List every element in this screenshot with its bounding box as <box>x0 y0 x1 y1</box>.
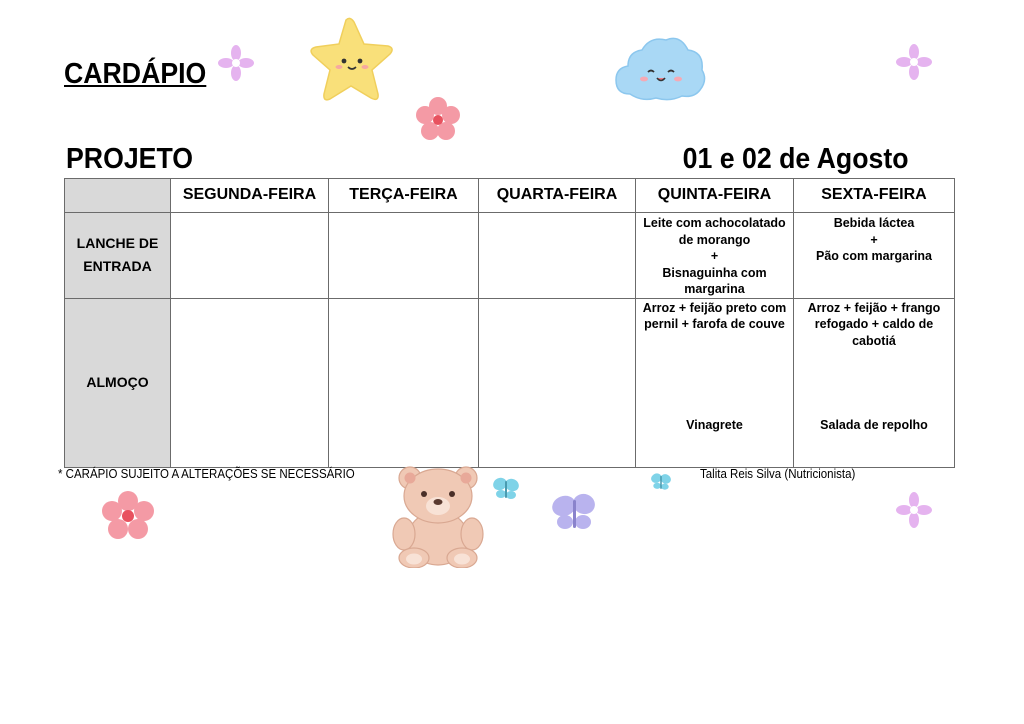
flower-icon <box>896 492 932 528</box>
menu-item-line: Bisnaguinha com <box>662 265 767 280</box>
menu-side-dish: Vinagrete <box>686 418 743 432</box>
menu-item-line: margarina <box>684 282 745 296</box>
butterfly-icon <box>492 476 520 502</box>
cloud-icon <box>612 32 708 104</box>
day-header-wednesday: QUARTA-FEIRA <box>479 179 636 213</box>
cell-almoco-thursday <box>636 298 794 467</box>
menu-item-line: + <box>870 232 878 247</box>
date-label: 01 e 02 de Agosto <box>683 143 909 175</box>
cell-lanche-thursday <box>636 213 794 299</box>
cell-almoco-monday <box>171 298 329 467</box>
table-header-row <box>65 179 955 213</box>
row-header-line: ENTRADA <box>83 258 152 275</box>
nutritionist-signature: Talita Reis Silva (Nutricionista) <box>700 467 856 481</box>
row-header-line: ALMOÇO <box>86 374 149 390</box>
row-header-almoco <box>65 298 171 467</box>
menu-side-dish: Salada de repolho <box>820 418 928 432</box>
row-header-line: LANCHE DE <box>76 235 159 252</box>
menu-item-line: + <box>710 249 719 263</box>
page-title: CARDÁPIO <box>64 58 207 90</box>
project-label: PROJETO <box>66 143 194 175</box>
day-header-friday: SEXTA-FEIRA <box>794 179 955 213</box>
menu-item-line: cabotiá <box>852 333 896 348</box>
menu-item-line: Arroz + feijão preto com <box>642 300 787 315</box>
star-icon <box>308 16 396 106</box>
butterfly-icon <box>650 472 672 492</box>
menu-item-line: de morango <box>678 232 751 247</box>
table-corner-cell <box>65 179 171 213</box>
flower-icon <box>414 96 462 144</box>
table-row-lanche <box>65 213 955 299</box>
flower-icon <box>98 490 158 542</box>
disclaimer-note: * CARÁPIO SUJEITO A ALTERAÇÕES SE NECESSÁRIO <box>58 467 355 481</box>
menu-item-line: pernil + farofa de couve <box>644 317 785 331</box>
day-header-monday: SEGUNDA-FEIRA <box>171 179 329 213</box>
menu-item-line: Leite com achocolatado <box>643 216 786 230</box>
cell-lanche-friday <box>794 213 955 299</box>
flower-icon <box>896 44 932 80</box>
cell-lanche-tuesday <box>329 213 479 299</box>
day-header-thursday: QUINTA-FEIRA <box>636 179 794 213</box>
cell-almoco-friday <box>794 298 955 467</box>
butterfly-icon <box>550 492 598 534</box>
menu-item-line: Pão com margarina <box>815 249 932 263</box>
day-header-tuesday: TERÇA-FEIRA <box>329 179 479 213</box>
menu-item-line: Bebida láctea <box>833 216 915 230</box>
cell-lanche-wednesday <box>479 213 636 299</box>
table-row-almoco <box>65 298 955 467</box>
teddy-bear-icon <box>390 464 488 568</box>
menu-table <box>64 178 955 468</box>
menu-item-line: Arroz + feijão + frango <box>807 300 941 315</box>
cell-almoco-wednesday <box>479 298 636 467</box>
menu-item-line: refogado + caldo de <box>814 317 934 331</box>
flower-icon <box>218 45 254 81</box>
cell-lanche-monday <box>171 213 329 299</box>
row-header-lanche <box>65 213 171 299</box>
cell-almoco-tuesday <box>329 298 479 467</box>
